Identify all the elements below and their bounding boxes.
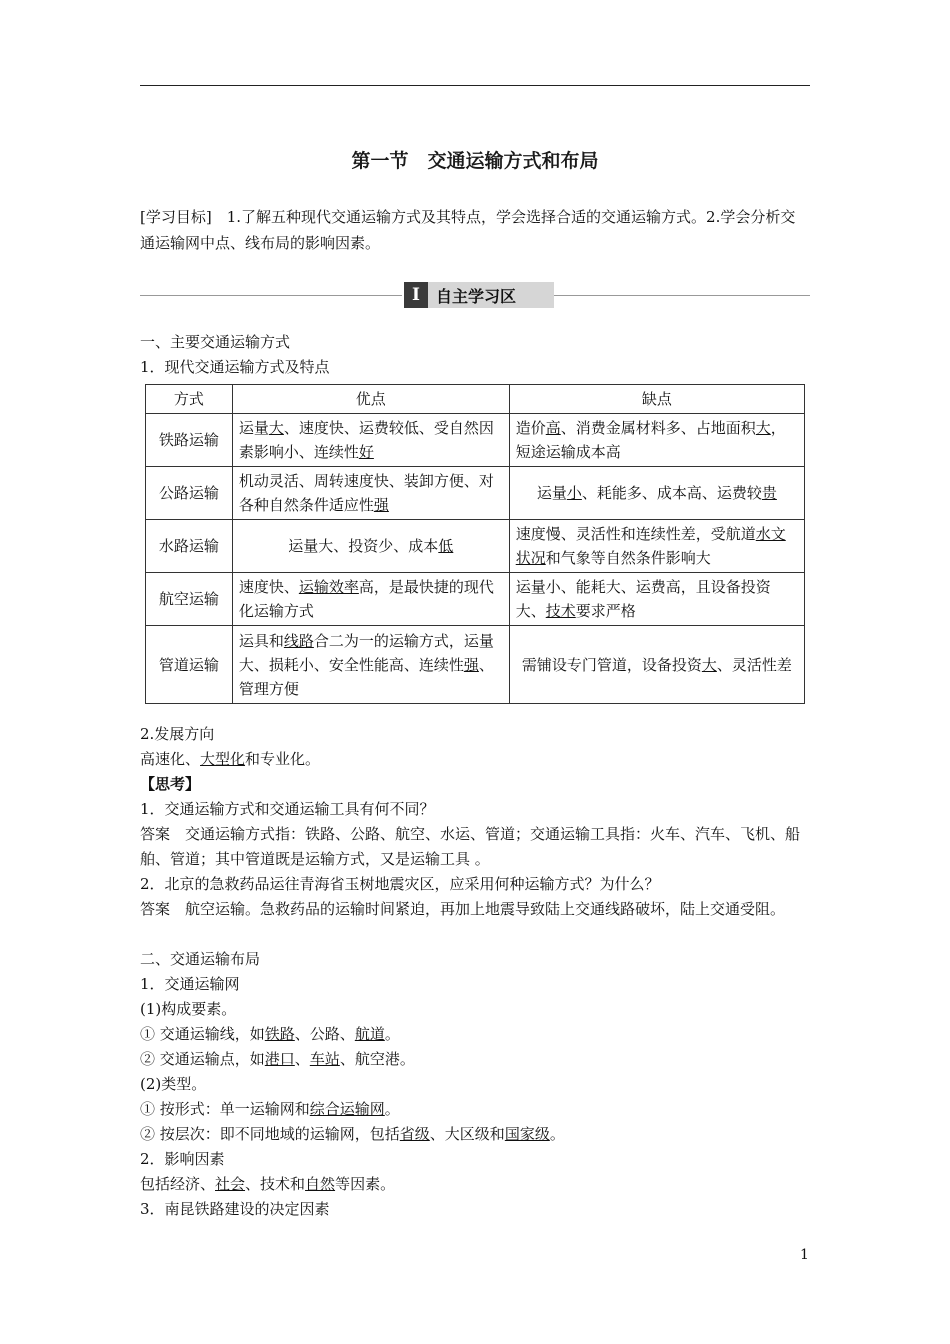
factors-text: 包括经济、社会、技术和自然等因素。 [140, 1175, 396, 1193]
table-row [146, 414, 805, 467]
row-pros: 运量大、速度快、运费较低、受自然因素影响小、连续性好 [232, 414, 509, 467]
types-heading: (2)类型。 [140, 1075, 207, 1093]
row-mode: 水路运输 [146, 520, 233, 573]
row-pros: 机动灵活、周转速度快、装卸方便、对各种自然条件适应性强 [232, 467, 509, 520]
banner-numeral: I [404, 282, 428, 308]
transport-table [145, 384, 805, 704]
answer-1: 答案 交通运输方式指：铁路、公路、航空、水运、管道；交通运输工具指：火车、汽车、飞机、船舶、管道；其中管道既是运输方式，又是运输工具 。 [140, 825, 801, 868]
row-cons: 运量小、耗能多、成本高、运费较贵 [509, 467, 804, 520]
table-row [146, 626, 805, 704]
section1-sub1: 1．现代交通运输方式及特点 [140, 358, 330, 376]
components-heading: (1)构成要素。 [140, 1000, 237, 1018]
list-item: ② 按层次：即不同地域的运输网，包括省级、大区级和国家级。 [140, 1125, 565, 1143]
learning-objectives [140, 204, 810, 256]
header-mode: 方式 [146, 385, 233, 414]
row-cons: 需铺设专门管道，设备投资大、灵活性差 [509, 626, 804, 704]
row-cons: 速度慢、灵活性和连续性差，受航道水文状况和气象等自然条件影响大 [509, 520, 804, 573]
page-title: 第一节 交通运输方式和布局 [351, 150, 599, 172]
dev-text: 高速化、大型化和专业化。 [140, 750, 321, 768]
list-item: ① 交通运输线，如铁路、公路、航道。 [140, 1025, 400, 1043]
section1-heading: 一、主要交通运输方式 [140, 333, 291, 351]
row-cons: 运量小、能耗大、运费高，且设备投资大、技术要求严格 [509, 573, 804, 626]
top-rule [140, 85, 810, 86]
page-number: 1 [800, 1247, 809, 1263]
header-pros: 优点 [232, 385, 509, 414]
section2-sub1: 1．交通运输网 [140, 975, 240, 993]
section2-sub3: 3．南昆铁路建设的决定因素 [140, 1200, 330, 1218]
question-2: 2．北京的急救药品运往青海省玉树地震灾区，应采用何种运输方式？为什么？ [140, 875, 660, 893]
section2-sub2: 2．影响因素 [140, 1150, 225, 1168]
objectives-label: [学习目标] [140, 208, 212, 226]
row-mode: 公路运输 [146, 467, 233, 520]
objectives-text: 1.了解五种现代交通运输方式及其特点，学会选择合适的交通运输方式。2.学会分析交通运输网中点、线布局的影响因素。 [140, 208, 796, 252]
banner-rule-right [548, 295, 810, 296]
row-pros: 运量大、投资少、成本低 [232, 520, 509, 573]
row-pros: 运具和线路合二为一的运输方式，运量大、损耗小、安全性能高、连续性强、管理方便 [232, 626, 509, 704]
banner-label: 自主学习区 [428, 282, 554, 308]
question-1: 1．交通运输方式和交通运输工具有何不同？ [140, 800, 435, 818]
row-mode: 航空运输 [146, 573, 233, 626]
row-pros: 速度快、运输效率高，是最快捷的现代化运输方式 [232, 573, 509, 626]
banner-rule-left [140, 295, 402, 296]
table-row [146, 520, 805, 573]
answer-2: 答案 航空运输。急救药品的运输时间紧迫，再加上地震导致陆上交通线路破坏，陆上交通受阻。 [140, 900, 786, 918]
section-banner [404, 282, 554, 308]
row-cons: 造价高、消费金属材料多、占地面积大，短途运输成本高 [509, 414, 804, 467]
think-label: 【思考】 [140, 775, 201, 793]
dev-heading: 2.发展方向 [140, 725, 215, 743]
section2-heading: 二、交通运输布局 [140, 950, 261, 968]
table-row [146, 573, 805, 626]
table-header-row [146, 385, 805, 414]
row-mode: 铁路运输 [146, 414, 233, 467]
row-mode: 管道运输 [146, 626, 233, 704]
list-item: ① 按形式：单一运输网和综合运输网。 [140, 1100, 400, 1118]
list-item: ② 交通运输点，如港口、车站、航空港。 [140, 1050, 415, 1068]
header-cons: 缺点 [509, 385, 804, 414]
table-row [146, 467, 805, 520]
